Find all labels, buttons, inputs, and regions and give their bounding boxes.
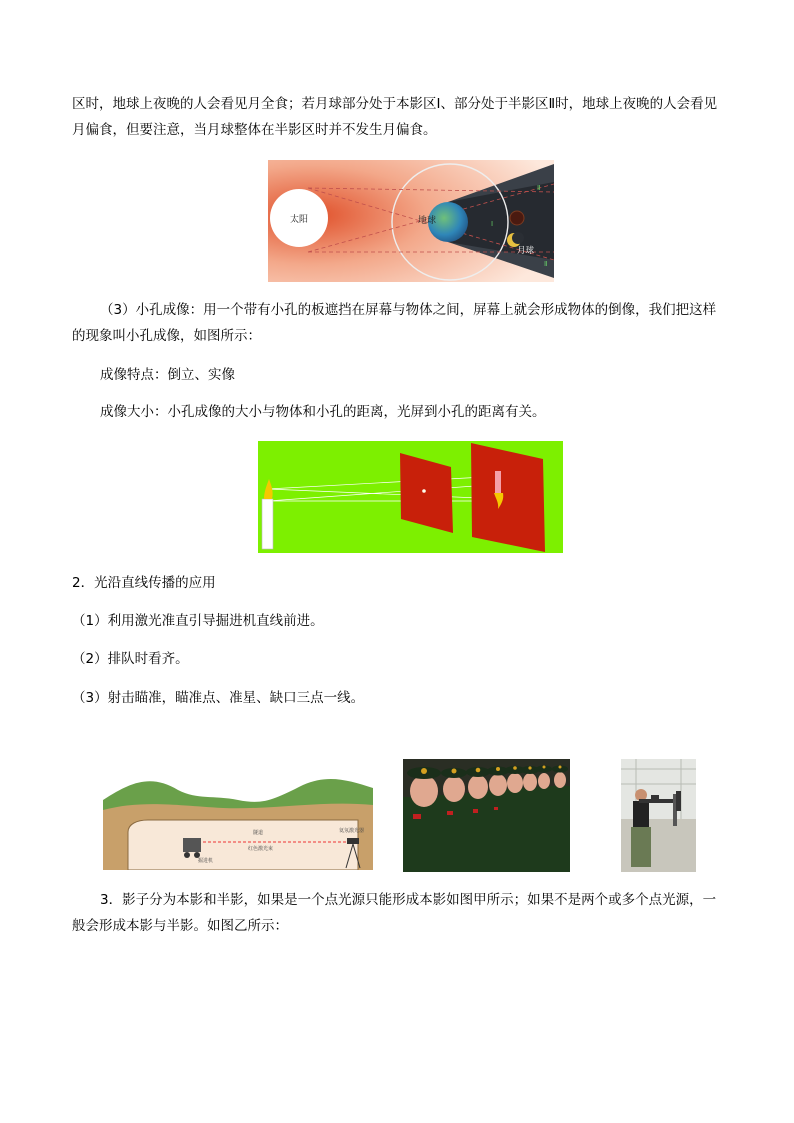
tunnel-label: 隧道 xyxy=(253,830,264,836)
application-3: （3）射击瞄准，瞄准点、准星、缺口三点一线。 xyxy=(72,690,365,706)
inverted-candle-icon xyxy=(495,471,501,493)
pinhole-dot xyxy=(422,489,426,493)
penumbra-mark-bottom: Ⅱ xyxy=(544,260,548,268)
eclipse-figure xyxy=(268,160,554,282)
section-2-heading: 2．光沿直线传播的应用 xyxy=(72,575,216,591)
tunnel-shape xyxy=(128,820,358,870)
sun-label: 太阳 xyxy=(289,215,309,225)
paragraph-feature: 成像特点：倒立、实像 xyxy=(100,367,235,383)
soldier-row-icon xyxy=(403,766,570,873)
laser-label: 红色激光束 xyxy=(248,846,274,852)
umbra-mark: Ⅰ xyxy=(491,220,494,228)
tunnel-figure xyxy=(103,770,373,870)
pinhole-figure xyxy=(258,441,563,553)
tunnel-machine-icon xyxy=(183,838,201,852)
machine-label: 掘进机 xyxy=(198,858,214,864)
moon-label: 月球 xyxy=(517,246,535,256)
shooter-photo xyxy=(621,759,696,872)
soldiers-photo xyxy=(403,759,570,872)
candle-icon xyxy=(262,499,273,549)
application-2: （2）排队时看齐。 xyxy=(72,651,189,667)
moon-umbra-icon xyxy=(510,211,524,225)
projection-screen xyxy=(471,443,545,552)
laser-emitter-icon xyxy=(347,838,359,844)
paragraph-pinhole: （3）小孔成像：用一个带有小孔的板遮挡在屏幕与物体之间，屏幕上就会形成物体的倒像，我们把这样的现象叫小孔成像，如图所示： xyxy=(72,302,717,344)
section-3-paragraph: 3．影子分为本影和半影，如果是一个点光源只能形成本影如图甲所示；如果不是两个或多个点光源，一般会形成本影与半影。如图乙所示： xyxy=(72,892,717,934)
penumbra-mark-top: Ⅱ xyxy=(537,184,541,192)
paragraph-size: 成像大小：小孔成像的大小与物体和小孔的距离，光屏到小孔的距离有关。 xyxy=(100,404,546,420)
emitter-label: 氦氖激光器 xyxy=(339,828,365,834)
earth-label: 地球 xyxy=(418,216,437,226)
application-1: （1）利用激光准直引导掘进机直线前进。 xyxy=(72,613,324,629)
paragraph-eclipse: 区时，地球上夜晚的人会看见月全食；若月球部分处于本影区Ⅰ、部分处于半影区Ⅱ时，地球上夜晚的人会看见月偏食，但要注意，当月球整体在半影区时并不发生月偏食。 xyxy=(72,96,718,138)
